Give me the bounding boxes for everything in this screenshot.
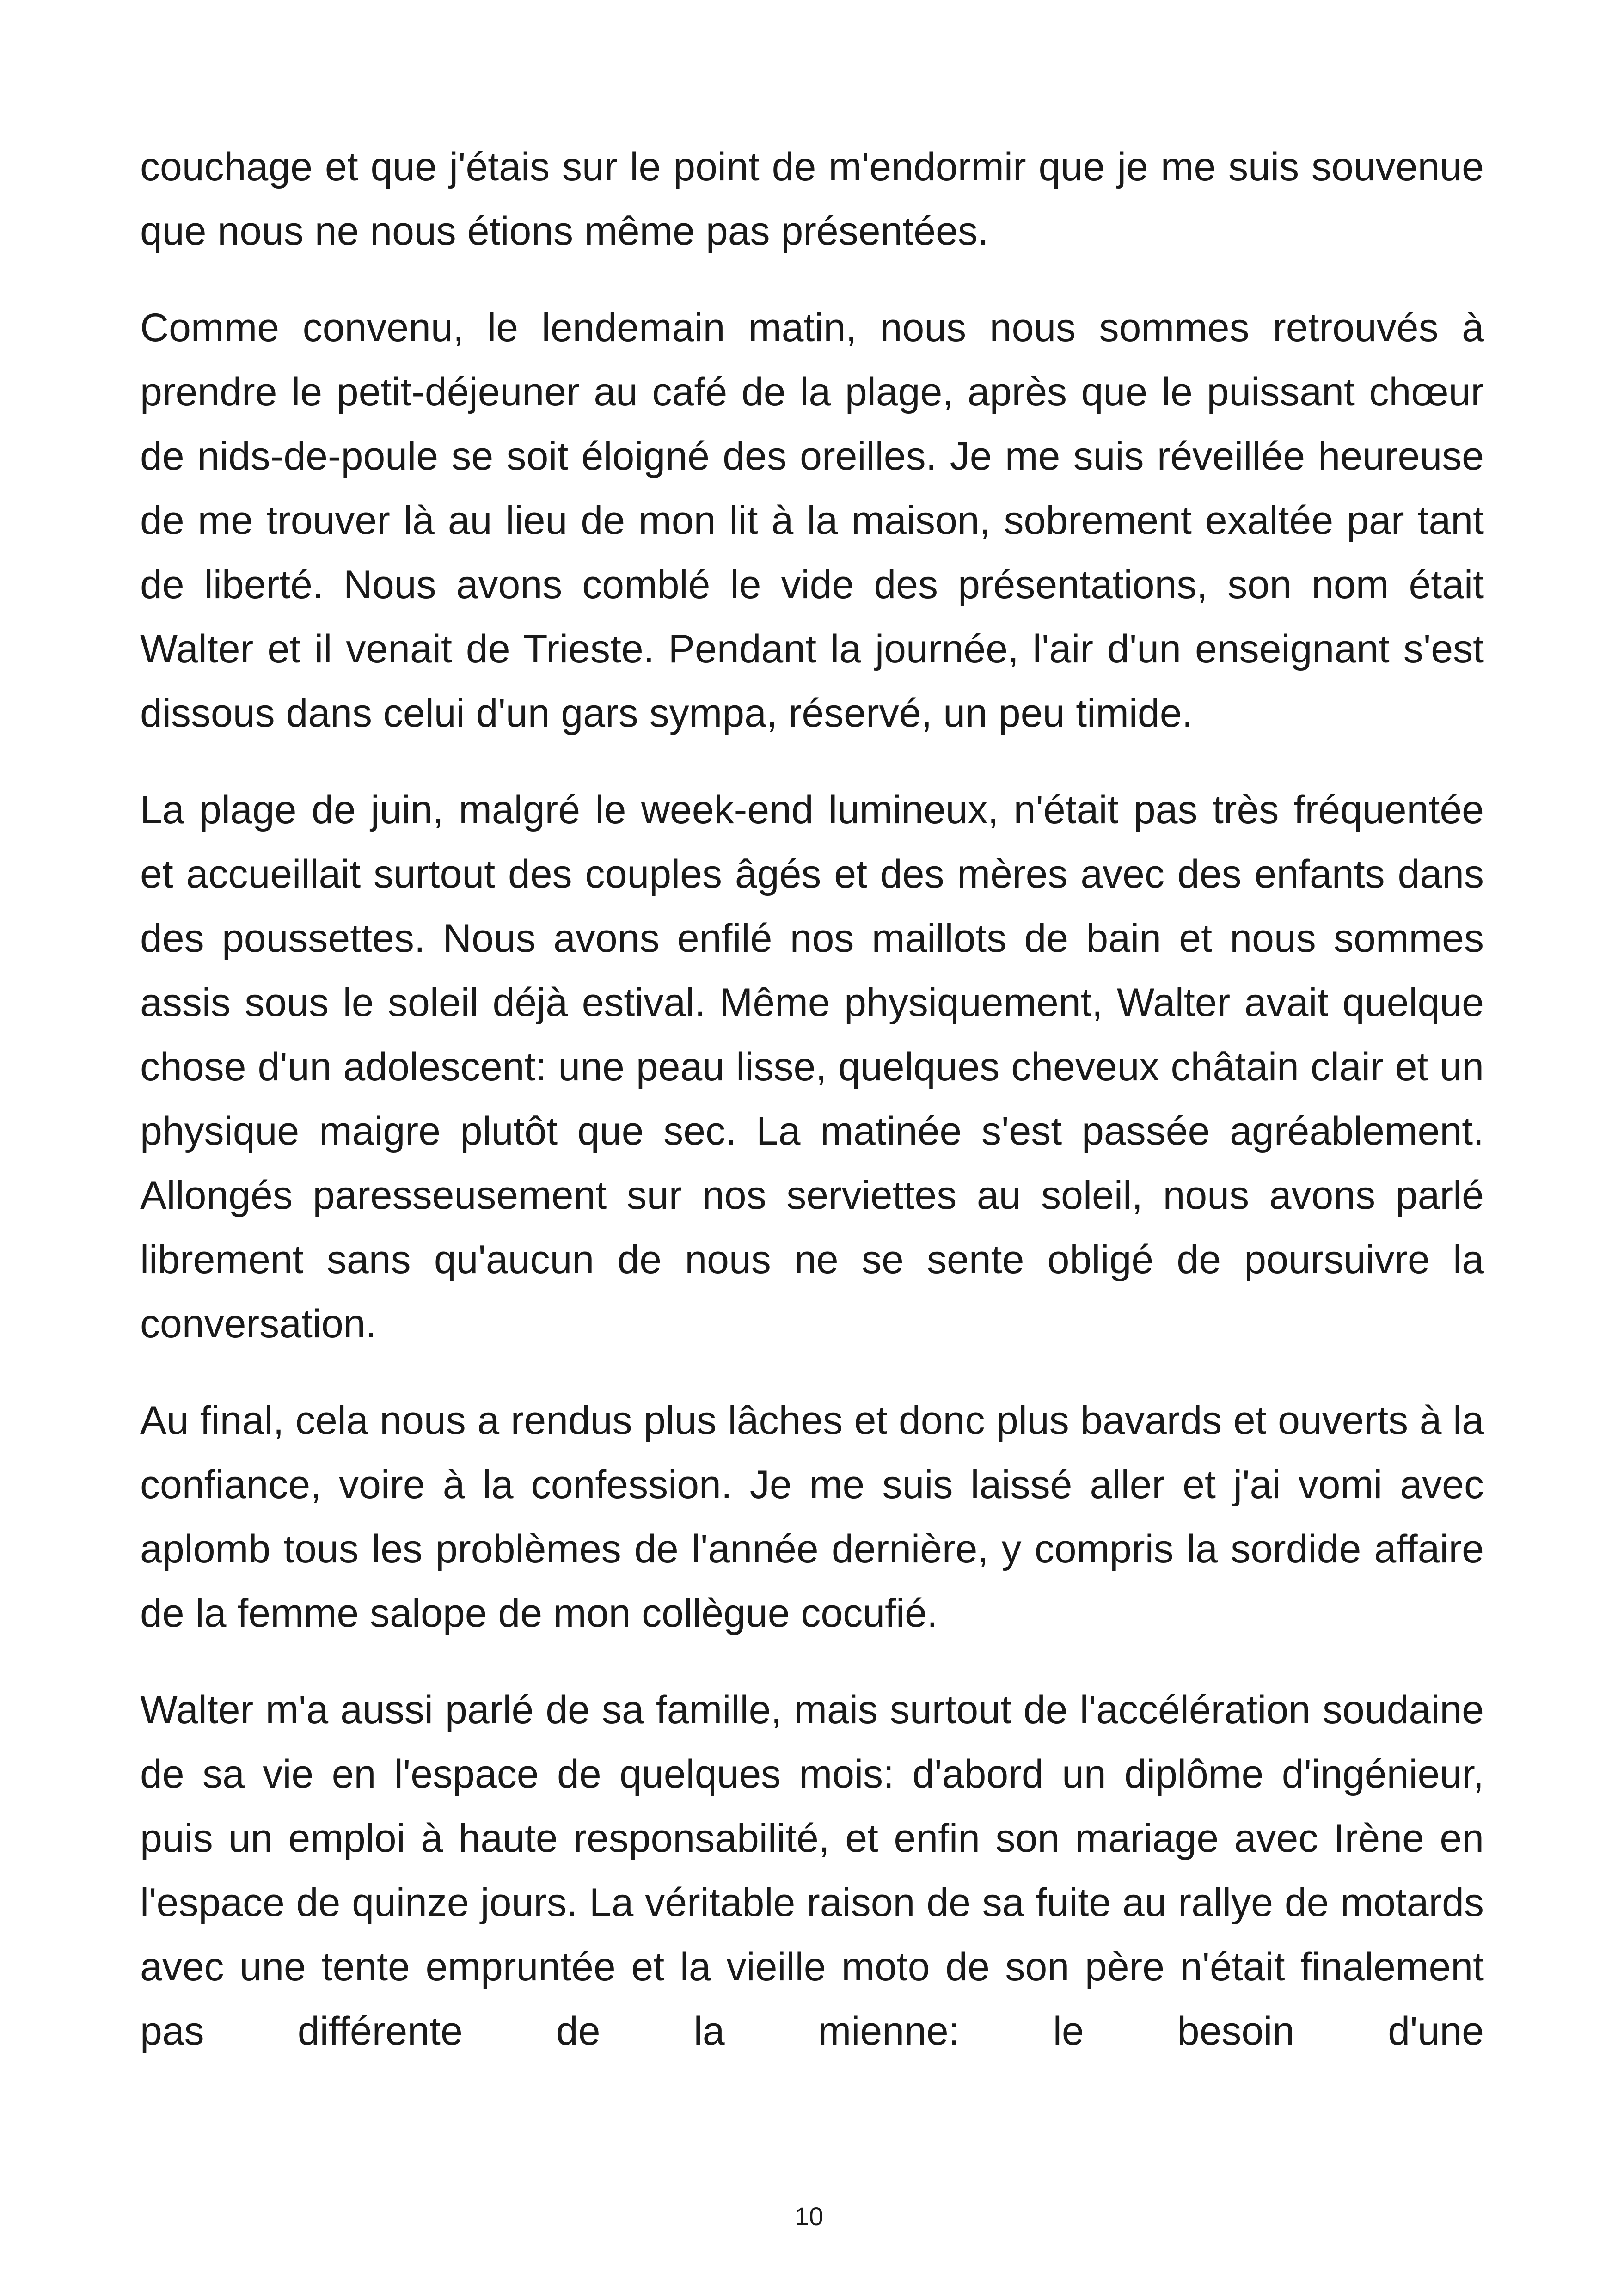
paragraph-4: Au final, cela nous a rendus plus lâches et donc plus bavards et ouverts à la confiance, voire à la confession. Je me suis laissé aller et j'ai vomi avec aplomb tous les problèmes de l'année dernière, y compris la sordide affaire de la femme salope de mon collègue cocufié.: [140, 1398, 1484, 1635]
paragraph-2: Comme convenu, le lendemain matin, nous nous sommes retrouvés à prendre le petit-déjeuner au café de la plage, après que le puissant chœur de nids-de-poule se soit éloigné des oreilles. Je me suis réveillée heureuse de me trouver là au lieu de mon lit à la maison, sobrement exaltée par tant de liberté. Nous avons comblé le vide des présentations, son nom était Walter et il venait de Trieste. Pendant la journée, l'air d'un enseignant s'est dissous dans celui d'un gars sympa, réservé, un peu timide.: [140, 306, 1484, 735]
paragraph-5: Walter m'a aussi parlé de sa famille, mais surtout de l'accélération soudaine de sa vie en l'espace de quelques mois: d'abord un diplôme d'ingénieur, puis un emploi à haute responsabilité, et enfin son mariage avec Irène en l'espace de quinze jours. La véritable raison de sa fuite au rallye de motards avec une tente empruntée et la vieille moto de son père n'était finalement pas différente de la mienne: le besoin d'une: [140, 1688, 1484, 2053]
paragraph-3: La plage de juin, malgré le week-end lumineux, n'était pas très fréquentée et accueillait surtout des couples âgés et des mères avec des enfants dans des poussettes. Nous avons enfilé nos maillots de bain et nous sommes assis sous le soleil déjà estival. Même physiquement, Walter avait quelque chose d'un adolescent: une peau lisse, quelques cheveux châtain clair et un physique maigre plutôt que sec. La matinée s'est passée agréablement. Allongés paresseusement sur nos serviettes au soleil, nous avons parlé librement sans qu'aucun de nous ne se sente obligé de poursuivre la conversation.: [140, 788, 1484, 1346]
body-text: [140, 135, 1484, 2063]
paragraph-1: couchage et que j'étais sur le point de m'endormir que je me suis souvenue que nous ne nous étions même pas présentées.: [140, 145, 1484, 253]
page-number: 10: [794, 2202, 824, 2231]
